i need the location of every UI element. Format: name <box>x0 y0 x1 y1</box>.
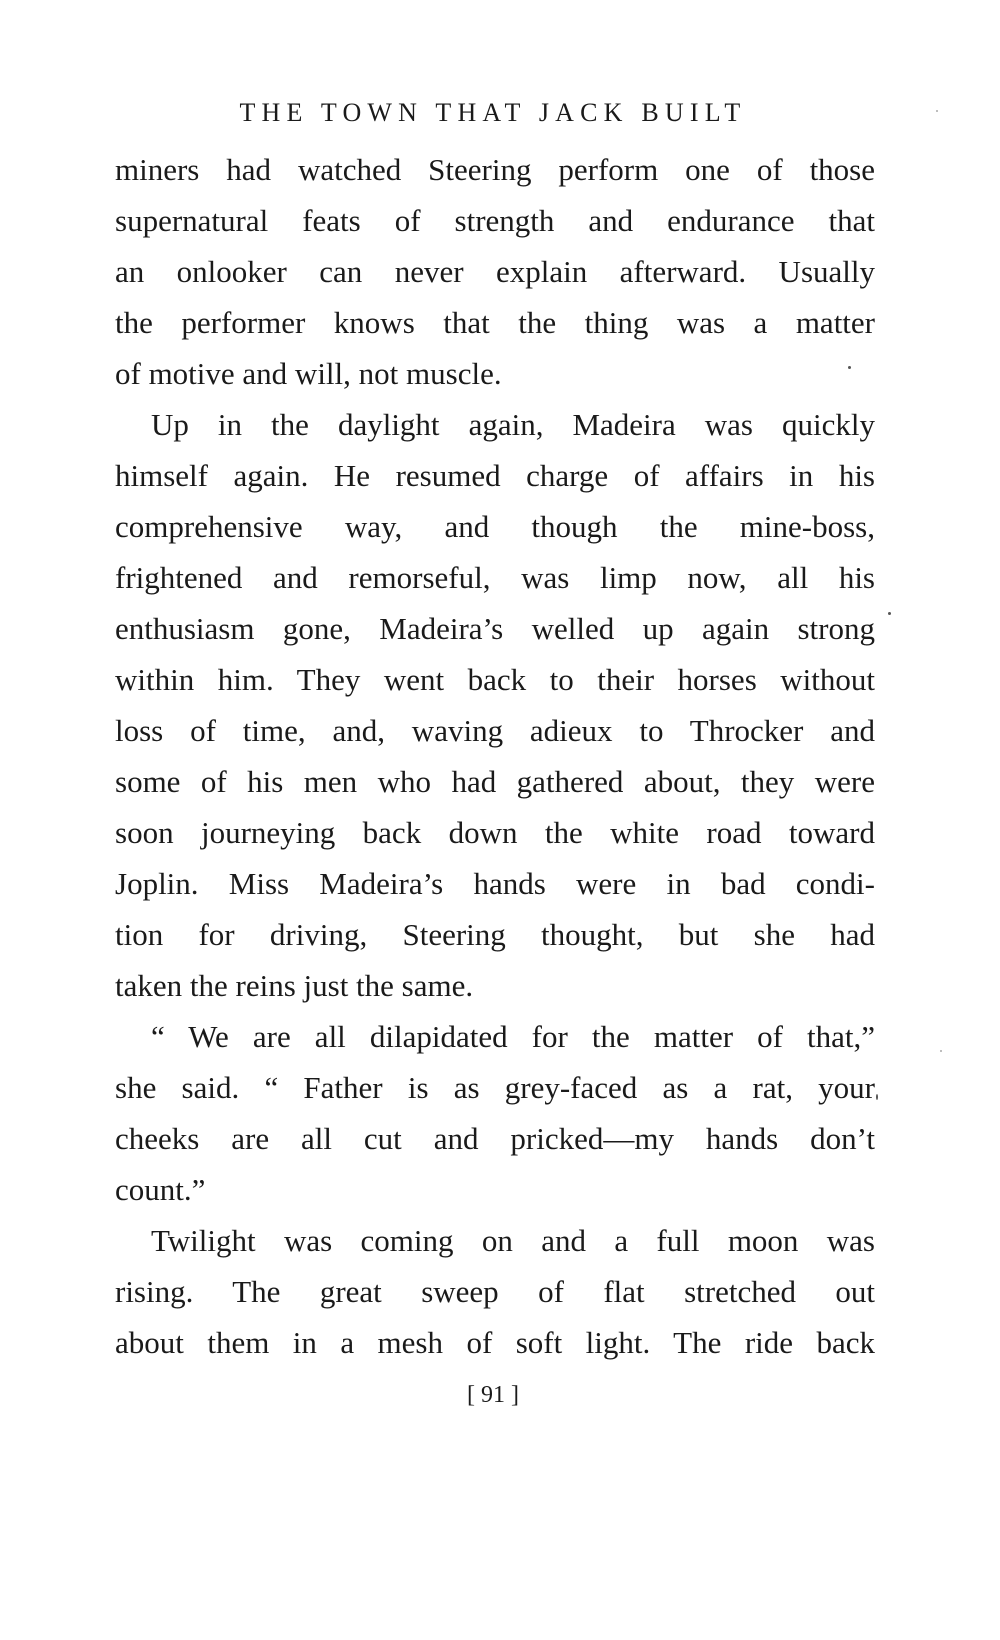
print-speck <box>848 366 851 369</box>
text-line: loss of time, and, waving adieux to Throcker and <box>115 713 875 748</box>
text-line: Up in the daylight again, Madeira was quickly <box>151 407 875 442</box>
text-line: cheeks are all cut and pricked—my hands don’t <box>115 1121 875 1156</box>
print-speck <box>888 612 891 615</box>
text-line: count.” <box>115 1172 206 1207</box>
text-line: miners had watched Steering perform one of those <box>115 152 875 187</box>
text-line: frightened and remorseful, was limp now, all his <box>115 560 875 595</box>
text-line: Joplin. Miss Madeira’s hands were in bad condi- <box>115 866 875 901</box>
text-line: himself again. He resumed charge of affairs in his <box>115 458 875 493</box>
text-line: taken the reins just the same. <box>115 968 474 1003</box>
text-line: soon journeying back down the white road toward <box>115 815 875 850</box>
text-line: some of his men who had gathered about, they were <box>115 764 875 799</box>
print-speck <box>936 110 938 112</box>
running-head: THE TOWN THAT JACK BUILT <box>239 98 747 127</box>
text-line: enthusiasm gone, Madeira’s welled up again strong <box>115 611 875 646</box>
text-line: an onlooker can never explain afterward. Usually <box>115 254 875 289</box>
text-line: the performer knows that the thing was a matter <box>115 305 875 340</box>
text-line: within him. They went back to their horses without <box>115 662 875 697</box>
text-line: of motive and will, not muscle. <box>115 356 502 391</box>
text-line: “ We are all dilapidated for the matter of that,” <box>151 1019 875 1054</box>
page-number: [ 91 ] <box>467 1382 519 1408</box>
text-line: supernatural feats of strength and endurance that <box>115 203 875 238</box>
text-line: rising. The great sweep of flat stretched out <box>115 1274 875 1309</box>
text-line: Twilight was coming on and a full moon was <box>151 1223 875 1258</box>
text-line: she said. “ Father is as grey-faced as a rat, your <box>115 1070 875 1105</box>
text-line: about them in a mesh of soft light. The ride back <box>115 1325 875 1360</box>
text-line: comprehensive way, and though the mine-boss, <box>115 509 875 544</box>
text-line: tion for driving, Steering thought, but she had <box>115 917 875 952</box>
print-speck <box>940 1050 942 1052</box>
body-text <box>115 144 875 1368</box>
print-speck <box>876 1094 878 1100</box>
